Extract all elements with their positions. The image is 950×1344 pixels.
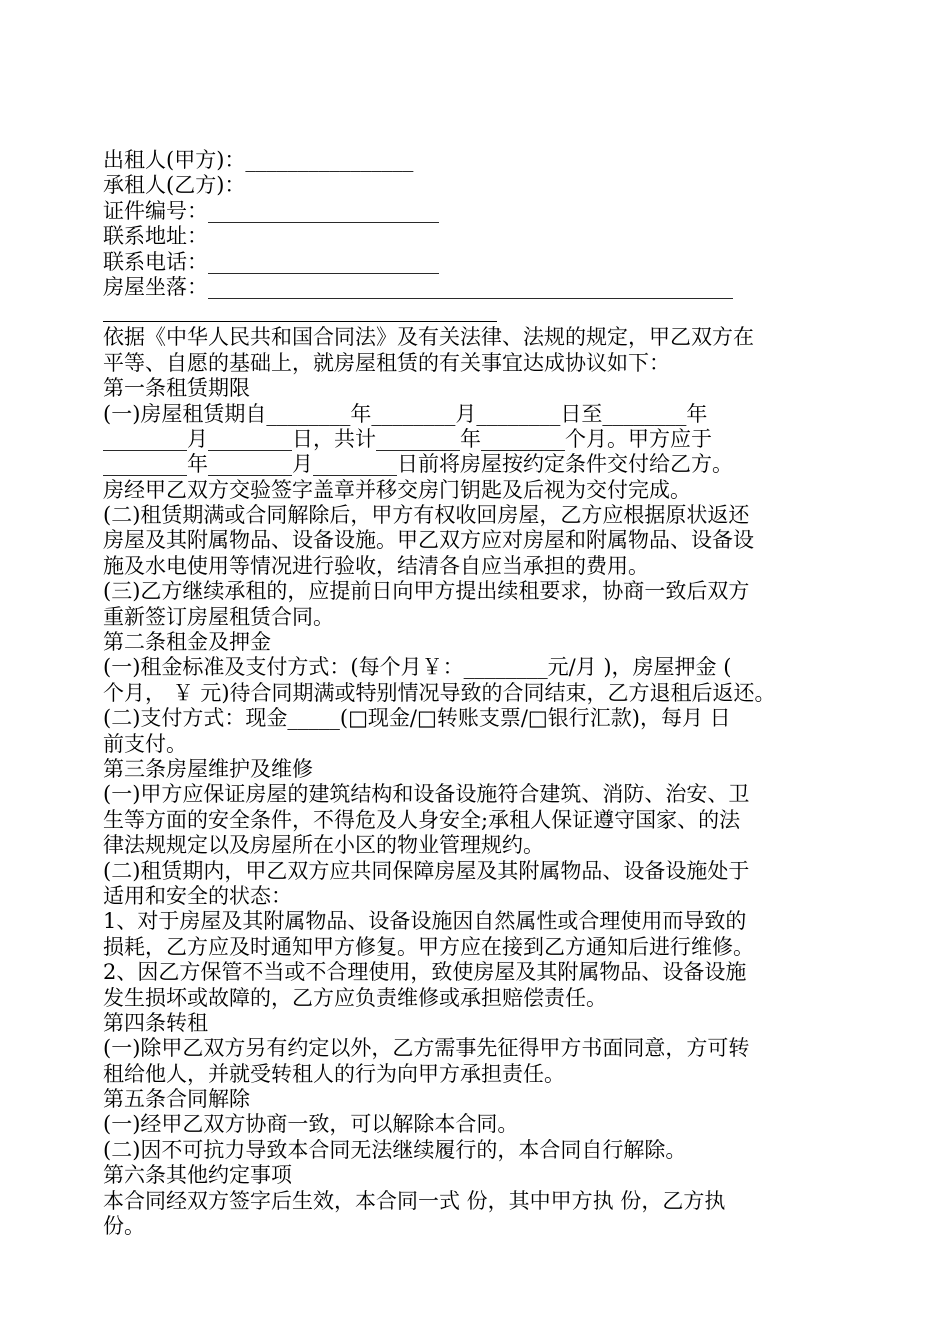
text-line: 房经甲乙双方交验签字盖章并移交房门钥匙及后视为交付完成。 [103, 477, 691, 502]
text-line: 发生损坏或故障的，乙方应负责维修或承担赔偿责任。 [103, 985, 607, 1010]
text-line: 适用和安全的状态： [103, 883, 292, 908]
text-line: 生等方面的安全条件，不得危及人身安全;承租人保证遵守国家、的法 [103, 807, 741, 832]
text-line: ________年________月________日前将房屋按约定条件交付给乙方。 [103, 452, 733, 477]
text-line: (一)租金标准及支付方式：(每个月￥：________元/月 )，房屋押金 ( [103, 655, 732, 680]
contract-body [103, 148, 855, 1239]
section-heading: 第五条合同解除 [103, 1087, 250, 1112]
lessee-field: 承租人(乙方)： [103, 173, 246, 198]
text-line: (二)因不可抗力导致本合同无法继续履行的，本合同自行解除。 [103, 1137, 687, 1162]
phone-field: 联系电话：______________________ [103, 249, 439, 274]
text-line: 平等、自愿的基础上，就房屋租赁的有关事宜达成协议如下： [103, 350, 670, 375]
text-line: 房屋及其附属物品、设备设施。甲乙双方应对房屋和附属物品、设备设 [103, 528, 754, 553]
underline-rule [103, 321, 497, 322]
text-line: (一)甲方应保证房屋的建筑结构和设备设施符合建筑、消防、治安、卫 [103, 782, 750, 807]
text-line: 2、因乙方保管不当或不合理使用，致使房屋及其附属物品、设备设施 [103, 960, 747, 985]
text-line: 前支付。 [103, 731, 187, 756]
lessor-field: 出租人(甲方)：________________ [103, 148, 414, 172]
text-line: ________月________日，共计________年________个月。甲方应于 [103, 426, 712, 451]
section-heading: 第四条转租 [103, 1010, 208, 1035]
text-line: 重新签订房屋租赁合同。 [103, 604, 334, 629]
section-heading: 第二条租金及押金 [103, 630, 271, 655]
text-line: (二)租赁期内，甲乙双方应共同保障房屋及其附属物品、设备设施处于 [103, 858, 750, 883]
text-line: (一)房屋租赁期自________年________月________日至________年 [103, 401, 708, 426]
address-field: 联系地址： [103, 224, 208, 249]
text-line: (二)支付方式：现金_____(□现金/□转账支票/□银行汇款)，每月 日 [103, 706, 731, 731]
text-line: (一)除甲乙双方另有约定以外，乙方需事先征得甲方书面同意，方可转 [103, 1036, 750, 1061]
location-field: 房屋坐落：__________________________________________________ [103, 274, 733, 299]
text-line: 依据《中华人民共和国合同法》及有关法律、法规的规定，甲乙双方在 [103, 325, 754, 350]
text-line: 本合同经双方签字后生效，本合同一式 份，其中甲方执 份，乙方执 [103, 1188, 726, 1213]
text-line: 律法规规定以及房屋所在小区的物业管理规约。 [103, 833, 544, 858]
section-heading: 第六条其他约定事项 [103, 1163, 292, 1188]
text-line: 1、对于房屋及其附属物品、设备设施因自然属性或合理使用而导致的 [103, 909, 747, 934]
text-line: 租给他人，并就受转租人的行为向甲方承担责任。 [103, 1061, 565, 1086]
text-line: 施及水电使用等情况进行验收，结清各自应当承担的费用。 [103, 553, 649, 578]
text-line: 个月， ￥ 元)待合同期满或特别情况导致的合同结束，乙方退租后返还。 [103, 680, 776, 705]
section-heading: 第一条租赁期限 [103, 376, 250, 401]
section-heading: 第三条房屋维护及维修 [103, 756, 313, 781]
id-number-field: 证件编号：______________________ [103, 198, 439, 223]
text-line: (三)乙方继续承租的，应提前日向甲方提出续租要求，协商一致后双方 [103, 579, 750, 604]
text-line: (一)经甲乙双方协商一致，可以解除本合同。 [103, 1112, 519, 1137]
text-line: 份。 [103, 1214, 145, 1239]
text-line: (二)租赁期满或合同解除后，甲方有权收回房屋，乙方应根据原状返还 [103, 503, 750, 528]
text-line: 损耗，乙方应及时通知甲方修复。甲方应在接到乙方通知后进行维修。 [103, 934, 754, 959]
